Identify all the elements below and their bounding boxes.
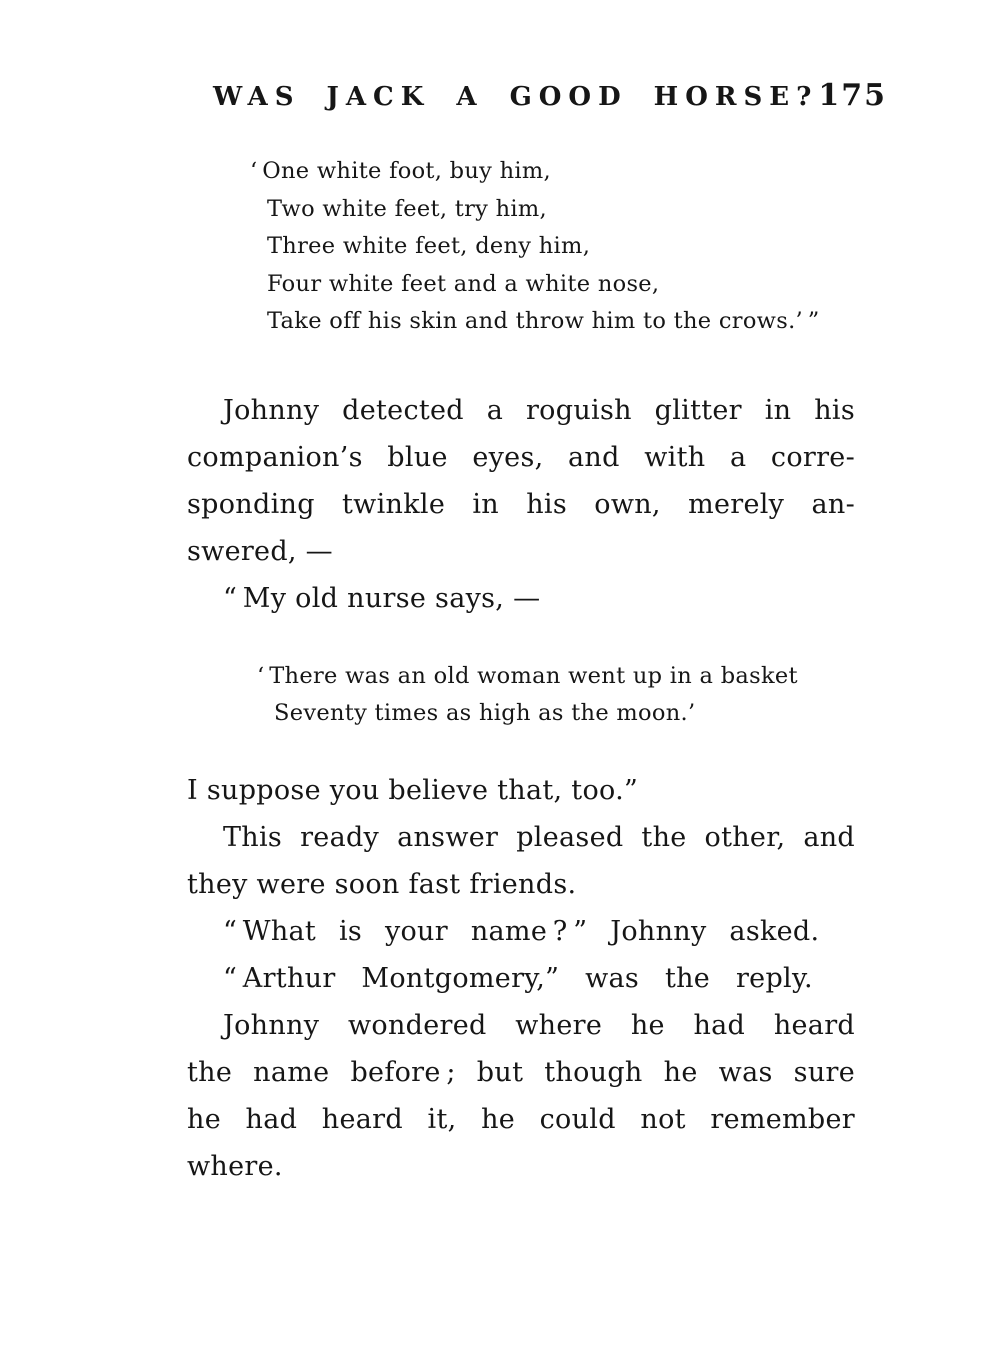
- text-line: the name before ; but though he was sure: [187, 1056, 855, 1088]
- page-header: [187, 78, 887, 115]
- text-line: he had heard it, he could not remember: [187, 1103, 855, 1135]
- paragraph-johnny-answered: [187, 387, 855, 575]
- paragraph-nurse-says: [187, 575, 855, 622]
- running-title: WAS JACK A GOOD HORSE?: [213, 82, 819, 112]
- text-line: swered, —: [187, 535, 333, 567]
- rhyme-line: ‘ One white foot, buy him,: [250, 158, 552, 184]
- text-line: “ What is your name ? ” Johnny asked.: [223, 915, 820, 947]
- rhyme-one-white-foot: [250, 153, 855, 341]
- text-line: I suppose you believe that, too.”: [187, 774, 639, 806]
- paragraph-fast-friends: [187, 814, 855, 908]
- rhyme-two-old-woman: [257, 658, 855, 733]
- text-line: “ Arthur Montgomery,” was the reply.: [223, 962, 813, 994]
- rhyme-line: ‘ There was an old woman went up in a basket: [257, 662, 798, 689]
- rhyme-line: Three white feet, deny him,: [267, 233, 591, 259]
- text-line: they were soon fast friends.: [187, 868, 577, 900]
- text-line: companion’s blue eyes, and with a corre-: [187, 441, 855, 473]
- rhyme-line: Two white feet, try him,: [267, 195, 547, 222]
- paragraph-johnny-wondered: [187, 1002, 855, 1190]
- text-line: “ My old nurse says, —: [223, 582, 541, 614]
- rhyme-line: Take off his skin and throw him to the crows.’ ”: [267, 308, 820, 334]
- text-line: Johnny wondered where he had heard: [223, 1009, 855, 1041]
- text-line: Johnny detected a roguish glitter in his: [223, 394, 855, 426]
- rhyme-line: Seventy times as high as the moon.’: [274, 700, 696, 726]
- page-number: 175: [818, 78, 887, 113]
- text-line: sponding twinkle in his own, merely an-: [187, 488, 855, 520]
- text-line: This ready answer pleased the other, and: [223, 821, 855, 853]
- paragraph-what-is-your-name: [187, 908, 855, 955]
- rhyme-line: Four white feet and a white nose,: [267, 270, 660, 297]
- paragraph-suppose: [187, 767, 855, 814]
- paragraph-arthur-montgomery: [187, 955, 855, 1002]
- text-line: where.: [187, 1150, 283, 1182]
